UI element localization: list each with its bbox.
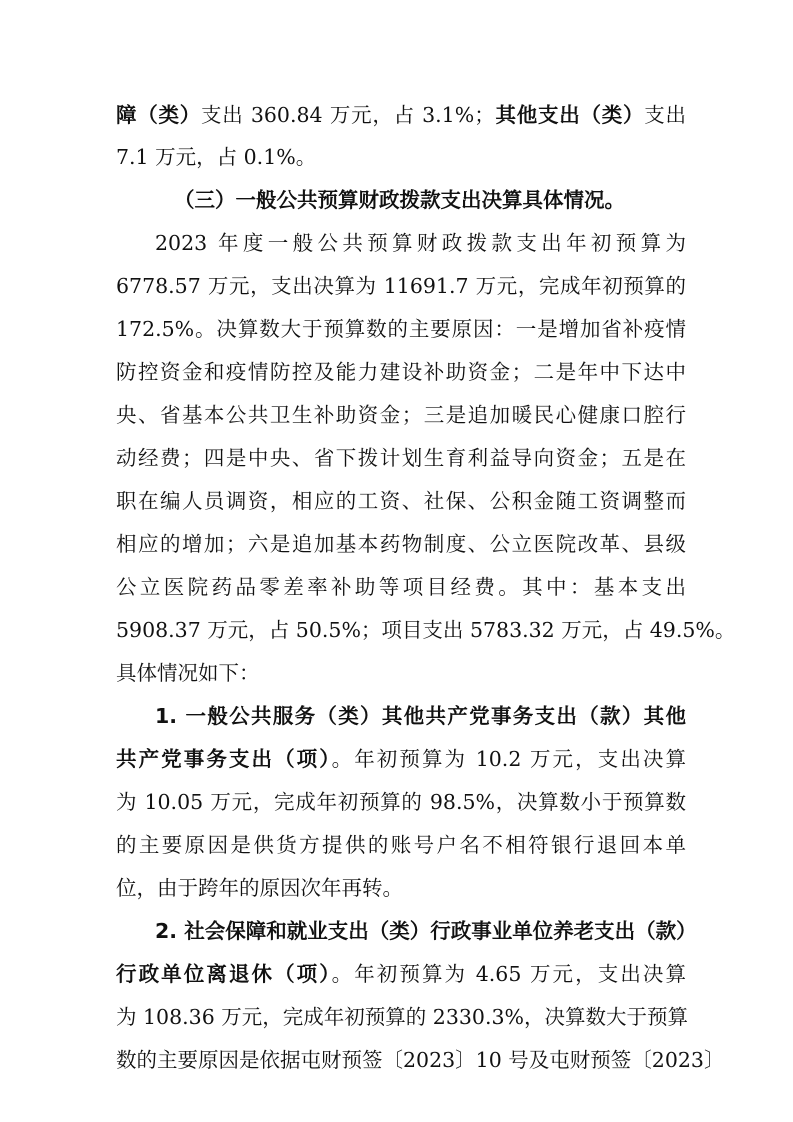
summary-line: 2023 年度一般公共预算财政拨款支出年初预算为 <box>155 231 686 255</box>
summary-line: 职在编人员调资，相应的工资、社保、公积金随工资调整而 <box>116 489 686 513</box>
summary-line: 6778.57 万元，支出决算为 11691.7 万元，完成年初预算的 <box>116 274 686 298</box>
item2-text: 。年初预算为 4.65 万元，支出决算 <box>331 962 686 986</box>
summary-line: 相应的增加；六是追加基本药物制度、公立医院改革、县级 <box>116 532 686 556</box>
item1-title-line-2: 共产党事务支出（项） <box>116 747 332 771</box>
item2-title-line-2: 行政单位离退休（项） <box>116 962 332 986</box>
continuation-text-2: 支出 <box>644 103 687 127</box>
continuation-line-2: 7.1 万元，占 0.1%。 <box>116 145 317 169</box>
item1-line: 的主要原因是供货方提供的账号户名不相符银行退回本单 <box>116 833 686 857</box>
item1-line: 位，由于跨年的原因次年再转。 <box>116 876 403 900</box>
continuation-line-1 <box>116 98 686 132</box>
continuation-text-1: 支出 360.84 万元，占 3.1%； <box>201 103 495 127</box>
summary-line: 动经费；四是中央、省下拨计划生育利益导向资金；五是在 <box>116 446 686 470</box>
item1-text: 。年初预算为 10.2 万元，支出决算 <box>331 747 686 771</box>
summary-line: 5908.37 万元，占 50.5%；项目支出 5783.32 万元，占 49.5%。 <box>116 618 736 642</box>
summary-line: 公立医院药品零差率补助等项目经费。其中：基本支出 <box>116 575 686 599</box>
summary-line: 172.5%。决算数大于预算数的主要原因：一是增加省补疫情 <box>116 317 686 341</box>
item2-line-2 <box>116 957 686 991</box>
category-label-social-security: 障（类） <box>116 103 202 127</box>
summary-line: 防控资金和疫情防控及能力建设补助资金；二是年中下达中 <box>116 360 686 384</box>
item1-line: 为 10.05 万元，完成年初预算的 98.5%，决算数小于预算数 <box>116 790 686 814</box>
item1-title-line-1: 1. 一般公共服务（类）其他共产党事务支出（款）其他 <box>155 704 686 728</box>
section-heading: （三）一般公共预算财政拨款支出决算具体情况。 <box>174 188 625 212</box>
summary-line: 具体情况如下： <box>116 661 260 685</box>
item2-title-line-1: 2. 社会保障和就业支出（类）行政事业单位养老支出（款） <box>155 919 697 943</box>
item2-line: 为 108.36 万元，完成年初预算的 2330.3%，决算数大于预算 <box>116 1005 688 1029</box>
item2-line: 数的主要原因是依据屯财预签〔2023〕10 号及屯财预签〔2023〕 <box>116 1048 725 1072</box>
item1-line-2 <box>116 742 686 776</box>
category-label-other-expenditure: 其他支出（类） <box>494 103 645 127</box>
summary-line: 央、省基本公共卫生补助资金；三是追加暖民心健康口腔行 <box>116 403 686 427</box>
